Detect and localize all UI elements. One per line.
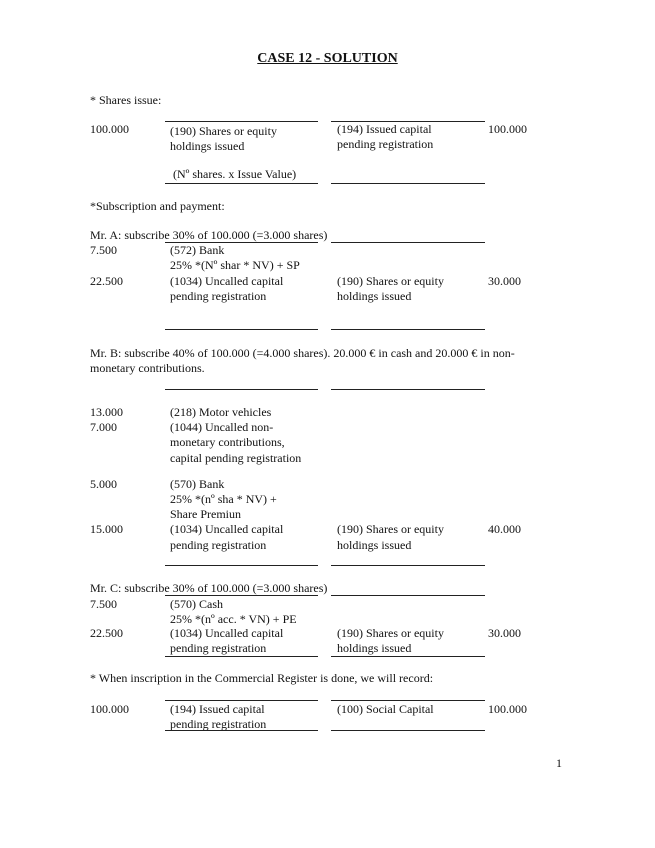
- section-heading-subscription: *Subscription and payment:: [90, 199, 225, 213]
- amount-left: 7.500: [90, 243, 117, 257]
- subscriber-heading-c: Mr. C: subscribe 30% of 100.000 (=3.000 shares): [90, 581, 328, 595]
- debit-account: pending registration: [170, 289, 267, 303]
- entry-rule: [331, 730, 485, 731]
- amount-right: 30.000: [488, 274, 521, 288]
- amount-left: 7.500: [90, 597, 117, 611]
- amount-right: 40.000: [488, 522, 521, 536]
- credit-account: pending registration: [337, 137, 434, 151]
- subscriber-heading-a: Mr. A: subscribe 30% of 100.000 (=3.000 shares): [90, 228, 328, 242]
- amount-left: 22.500: [90, 274, 123, 288]
- entry-rule: [331, 565, 485, 566]
- entry-rule: [165, 700, 318, 701]
- debit-account: (190) Shares or equity: [170, 124, 277, 138]
- issue-value-note: (Nº shares. x Issue Value): [173, 167, 297, 181]
- section-heading-shares-issue: * Shares issue:: [90, 93, 162, 107]
- debit-account: (1034) Uncalled capital: [170, 522, 284, 536]
- formula-note: Share Premiun: [170, 507, 241, 521]
- entry-rule: [331, 595, 485, 596]
- debit-account: pending registration: [170, 717, 267, 731]
- entry-rule: [165, 121, 318, 122]
- amount-right: 100.000: [488, 702, 527, 716]
- debit-account: (194) Issued capital: [170, 702, 265, 716]
- credit-account: holdings issued: [337, 641, 412, 655]
- debit-account: pending registration: [170, 641, 267, 655]
- subscriber-heading-b: Mr. B: subscribe 40% of 100.000 (=4.000 shares). 20.000 € in cash and 20.000 € in non-: [90, 346, 515, 360]
- entry-rule: [165, 389, 318, 390]
- section-heading-inscription: * When inscription in the Commercial Register is done, we will record:: [90, 671, 434, 685]
- entry-rule: [165, 183, 318, 184]
- amount-left: 7.000: [90, 420, 117, 434]
- debit-account: (218) Motor vehicles: [170, 405, 272, 419]
- credit-account: (190) Shares or equity: [337, 522, 444, 536]
- formula-note: 25% *(nº sha * NV) +: [170, 492, 277, 506]
- entry-rule: [165, 329, 318, 330]
- entry-rule: [331, 389, 485, 390]
- subscriber-heading-b: monetary contributions.: [90, 361, 205, 375]
- amount-left: 5.000: [90, 477, 117, 491]
- amount-left: 100.000: [90, 122, 129, 136]
- page-number: 1: [556, 756, 562, 770]
- debit-account: monetary contributions,: [170, 435, 285, 449]
- formula-note: 25% *(Nº shar * NV) + SP: [170, 258, 300, 272]
- entry-rule: [331, 656, 485, 657]
- entry-rule: [165, 565, 318, 566]
- amount-right: 30.000: [488, 626, 521, 640]
- credit-account: holdings issued: [337, 289, 412, 303]
- formula-note: 25% *(nº acc. * VN) + PE: [170, 612, 297, 626]
- credit-account: holdings issued: [337, 538, 412, 552]
- entry-rule: [165, 595, 318, 596]
- credit-account: (190) Shares or equity: [337, 274, 444, 288]
- debit-account: (1034) Uncalled capital: [170, 626, 284, 640]
- entry-rule: [331, 700, 485, 701]
- credit-account: (194) Issued capital: [337, 122, 432, 136]
- amount-left: 15.000: [90, 522, 123, 536]
- debit-account: (570) Bank: [170, 477, 225, 491]
- credit-account: (190) Shares or equity: [337, 626, 444, 640]
- entry-rule: [331, 242, 485, 243]
- debit-account: (1034) Uncalled capital: [170, 274, 284, 288]
- debit-account: pending registration: [170, 538, 267, 552]
- amount-left: 100.000: [90, 702, 129, 716]
- debit-account: (1044) Uncalled non-: [170, 420, 274, 434]
- entry-rule: [331, 183, 485, 184]
- amount-right: 100.000: [488, 122, 527, 136]
- debit-account: capital pending registration: [170, 451, 302, 465]
- page-title: CASE 12 - SOLUTION: [257, 51, 398, 66]
- debit-account: (570) Cash: [170, 597, 223, 611]
- entry-rule: [331, 329, 485, 330]
- entry-rule: [165, 730, 318, 731]
- debit-account: (572) Bank: [170, 243, 225, 257]
- amount-left: 22.500: [90, 626, 123, 640]
- entry-rule: [165, 656, 318, 657]
- amount-left: 13.000: [90, 405, 123, 419]
- credit-account: (100) Social Capital: [337, 702, 434, 716]
- debit-account: holdings issued: [170, 139, 245, 153]
